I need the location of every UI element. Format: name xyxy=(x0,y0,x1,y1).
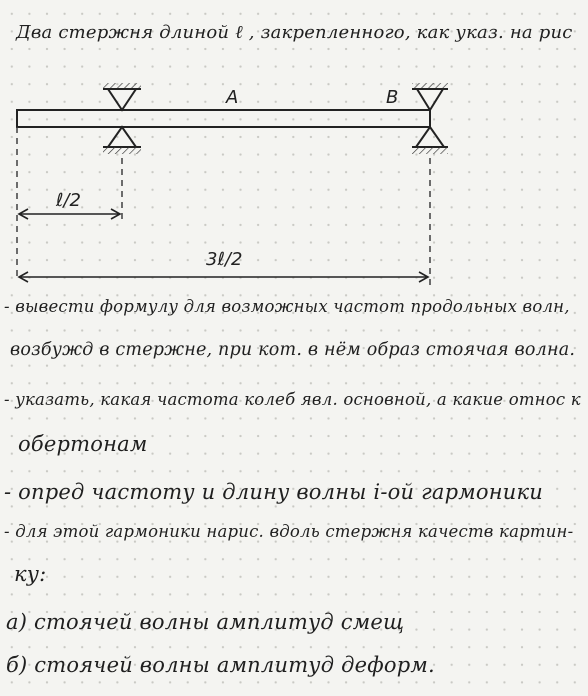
dimension-half-label: ℓ/2 xyxy=(56,190,81,211)
task-line-7: ку: xyxy=(14,562,47,586)
problem-title: Два стержня длиной ℓ , закрепленного, как указ. на рис xyxy=(16,22,573,43)
task-line-3: - указать, какая частота колеб явл. основной, а какие относ к xyxy=(4,390,581,409)
dimension-three-half-label: 3ℓ/2 xyxy=(206,249,243,270)
task-line-9: б) стоячей волны амплитуд деформ. xyxy=(6,653,435,677)
task-line-5: - опред частоту и длину волны i-ой гармоники xyxy=(4,480,543,504)
rod-diagram xyxy=(0,0,588,300)
dimension-three-half xyxy=(19,272,428,282)
support-top-right xyxy=(412,83,448,110)
support-bottom-left xyxy=(103,127,141,154)
task-line-1: - вывести формулу для возможных частот продольных волн, xyxy=(4,297,570,316)
label-b: B xyxy=(386,87,399,108)
support-bottom-right xyxy=(412,127,448,154)
support-top-left xyxy=(103,83,141,110)
rod xyxy=(17,110,430,127)
task-line-2: возбужд в стержне, при кот. в нём образ стоячая волна. xyxy=(10,340,576,360)
task-line-8: а) стоячей волны амплитуд смещ xyxy=(6,610,405,634)
task-line-4: обертонам xyxy=(18,432,148,456)
label-a: A xyxy=(226,87,239,108)
task-line-6: - для этой гармоники нарис. вдоль стержня качеств картин- xyxy=(4,522,574,541)
